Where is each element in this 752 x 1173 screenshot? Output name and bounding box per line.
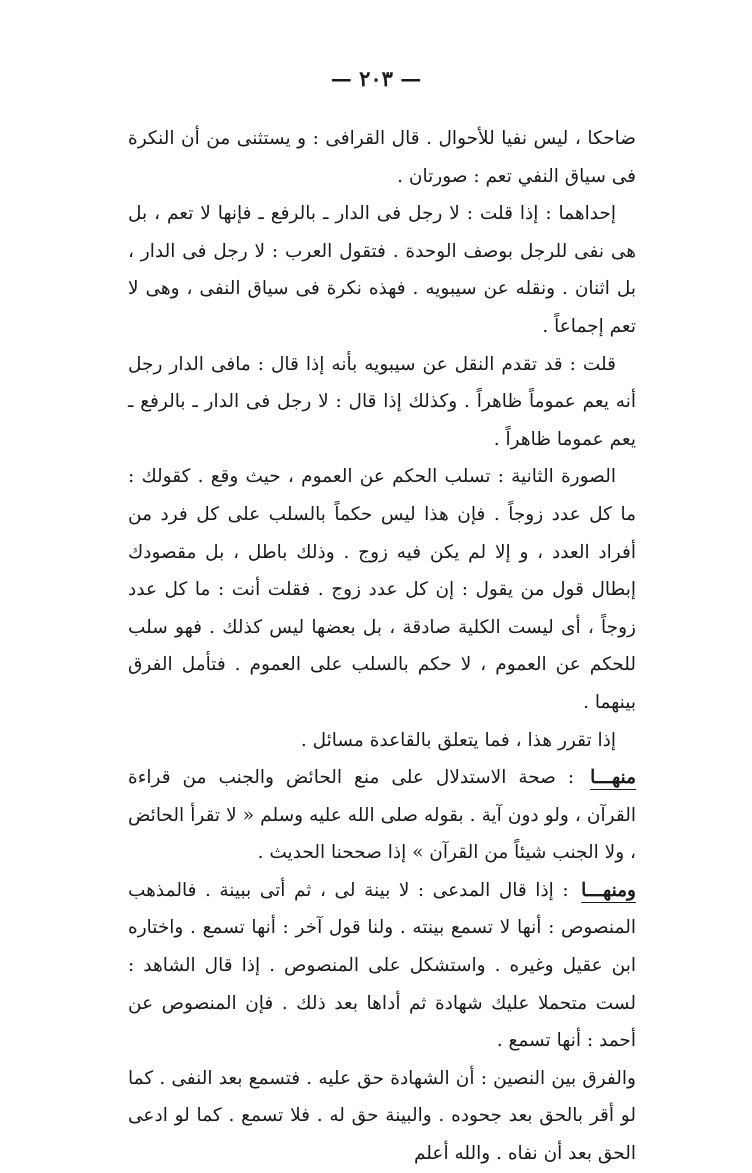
paragraph-6 — [128, 759, 636, 872]
paragraph-text: إذا تقرر هذا ، فما يتعلق بالقاعدة مسائل . — [300, 729, 616, 751]
paragraph-2 — [128, 195, 636, 345]
paragraph-8 — [128, 1060, 636, 1173]
paragraph-1 — [128, 120, 636, 195]
paragraph-5 — [128, 722, 636, 760]
paragraph-text: والفرق بين النصين : أن الشهادة حق عليه . فتسمع بعد النفى . كما لو أقر بالحق بعد جحوده . والبينة حق له . فلا تسمع . كما لو ادعى الحق بعد أن نفاه . والله أعلم — [128, 1067, 636, 1165]
issue-heading: منهـــا — [590, 767, 637, 789]
paragraph-text: الصورة الثانية : تسلب الحكم عن العموم ، حيث وقع . كقولك : ما كل عدد زوجاً . فإن هذا ليس حكماً بالسلب على كل فرد من أفراد العدد ، و إلا لم يكن فيه زوج . وذلك باطل ، بل مقصودك إبطال قول من يقول : إن كل عدد زوج . فقلت أنت : ما كل عدد زوجاً ، أى ليست الكلية صادقة ، بل بعضها ليس كذلك . فهو سلب للحكم عن العموم ، لا حكم بالسلب على العموم . فتأمل الفرق بينهما . — [128, 466, 636, 713]
issue-heading: ومنهـــا — [581, 879, 636, 901]
paragraph-text: ضاحكا ، ليس نفيا للأحوال . قال القرافى : و يستثنى من أن النكرة فى سياق النفي تعم : صورتان . — [128, 128, 636, 187]
page-number: — ٢٠٣ — — [330, 66, 422, 91]
paragraph-text: إحداهما : إذا قلت : لا رجل فى الدار ـ بالرفع ـ فإنها لا تعم ، بل هى نفى للرجل بوصف الوحدة . فتقول العرب : لا رجل فى الدار ، بل اثنان . ونقله عن سيبويه . فهذه نكرة فى سياق النفى ، وهى لا تعم إجماعاً . — [128, 203, 636, 337]
paragraph-4 — [128, 458, 636, 721]
paragraph-text: قلت : قد تقدم النقل عن سيبويه بأنه إذا قال : مافى الدار رجل أنه يعم عموماً ظاهراً . وكذلك إذا قال : لا رجل فى الدار ـ بالرفع ـ يعم عموما ظاهراً . — [128, 353, 636, 450]
body-text — [128, 120, 636, 1173]
paragraph-text: : صحة الاستدلال على منع الحائض والجنب من قراءة القرآن ، ولو دون آية . بقوله صلى الله عليه وسلم « لا تقرأ الحائض ، ولا الجنب شيئاً من القرآن » إذا صححنا الحديث . — [128, 767, 636, 864]
paragraph-3 — [128, 346, 636, 459]
paragraph-7 — [128, 872, 636, 1060]
paragraph-text: : إذا قال المدعى : لا بينة لى ، ثم أتى ببينة . فالمذهب المنصوص : أنها لا تسمع بينته . ولنا قول آخر : أنها تسمع . واختاره ابن عقيل وغيره . واستشكل على المنصوص . إذا قال الشاهد : لست متحملا عليك شهادة ثم أداها بعد ذلك . فإن المنصوص عن أحمد : أنها تسمع . — [128, 879, 636, 1052]
